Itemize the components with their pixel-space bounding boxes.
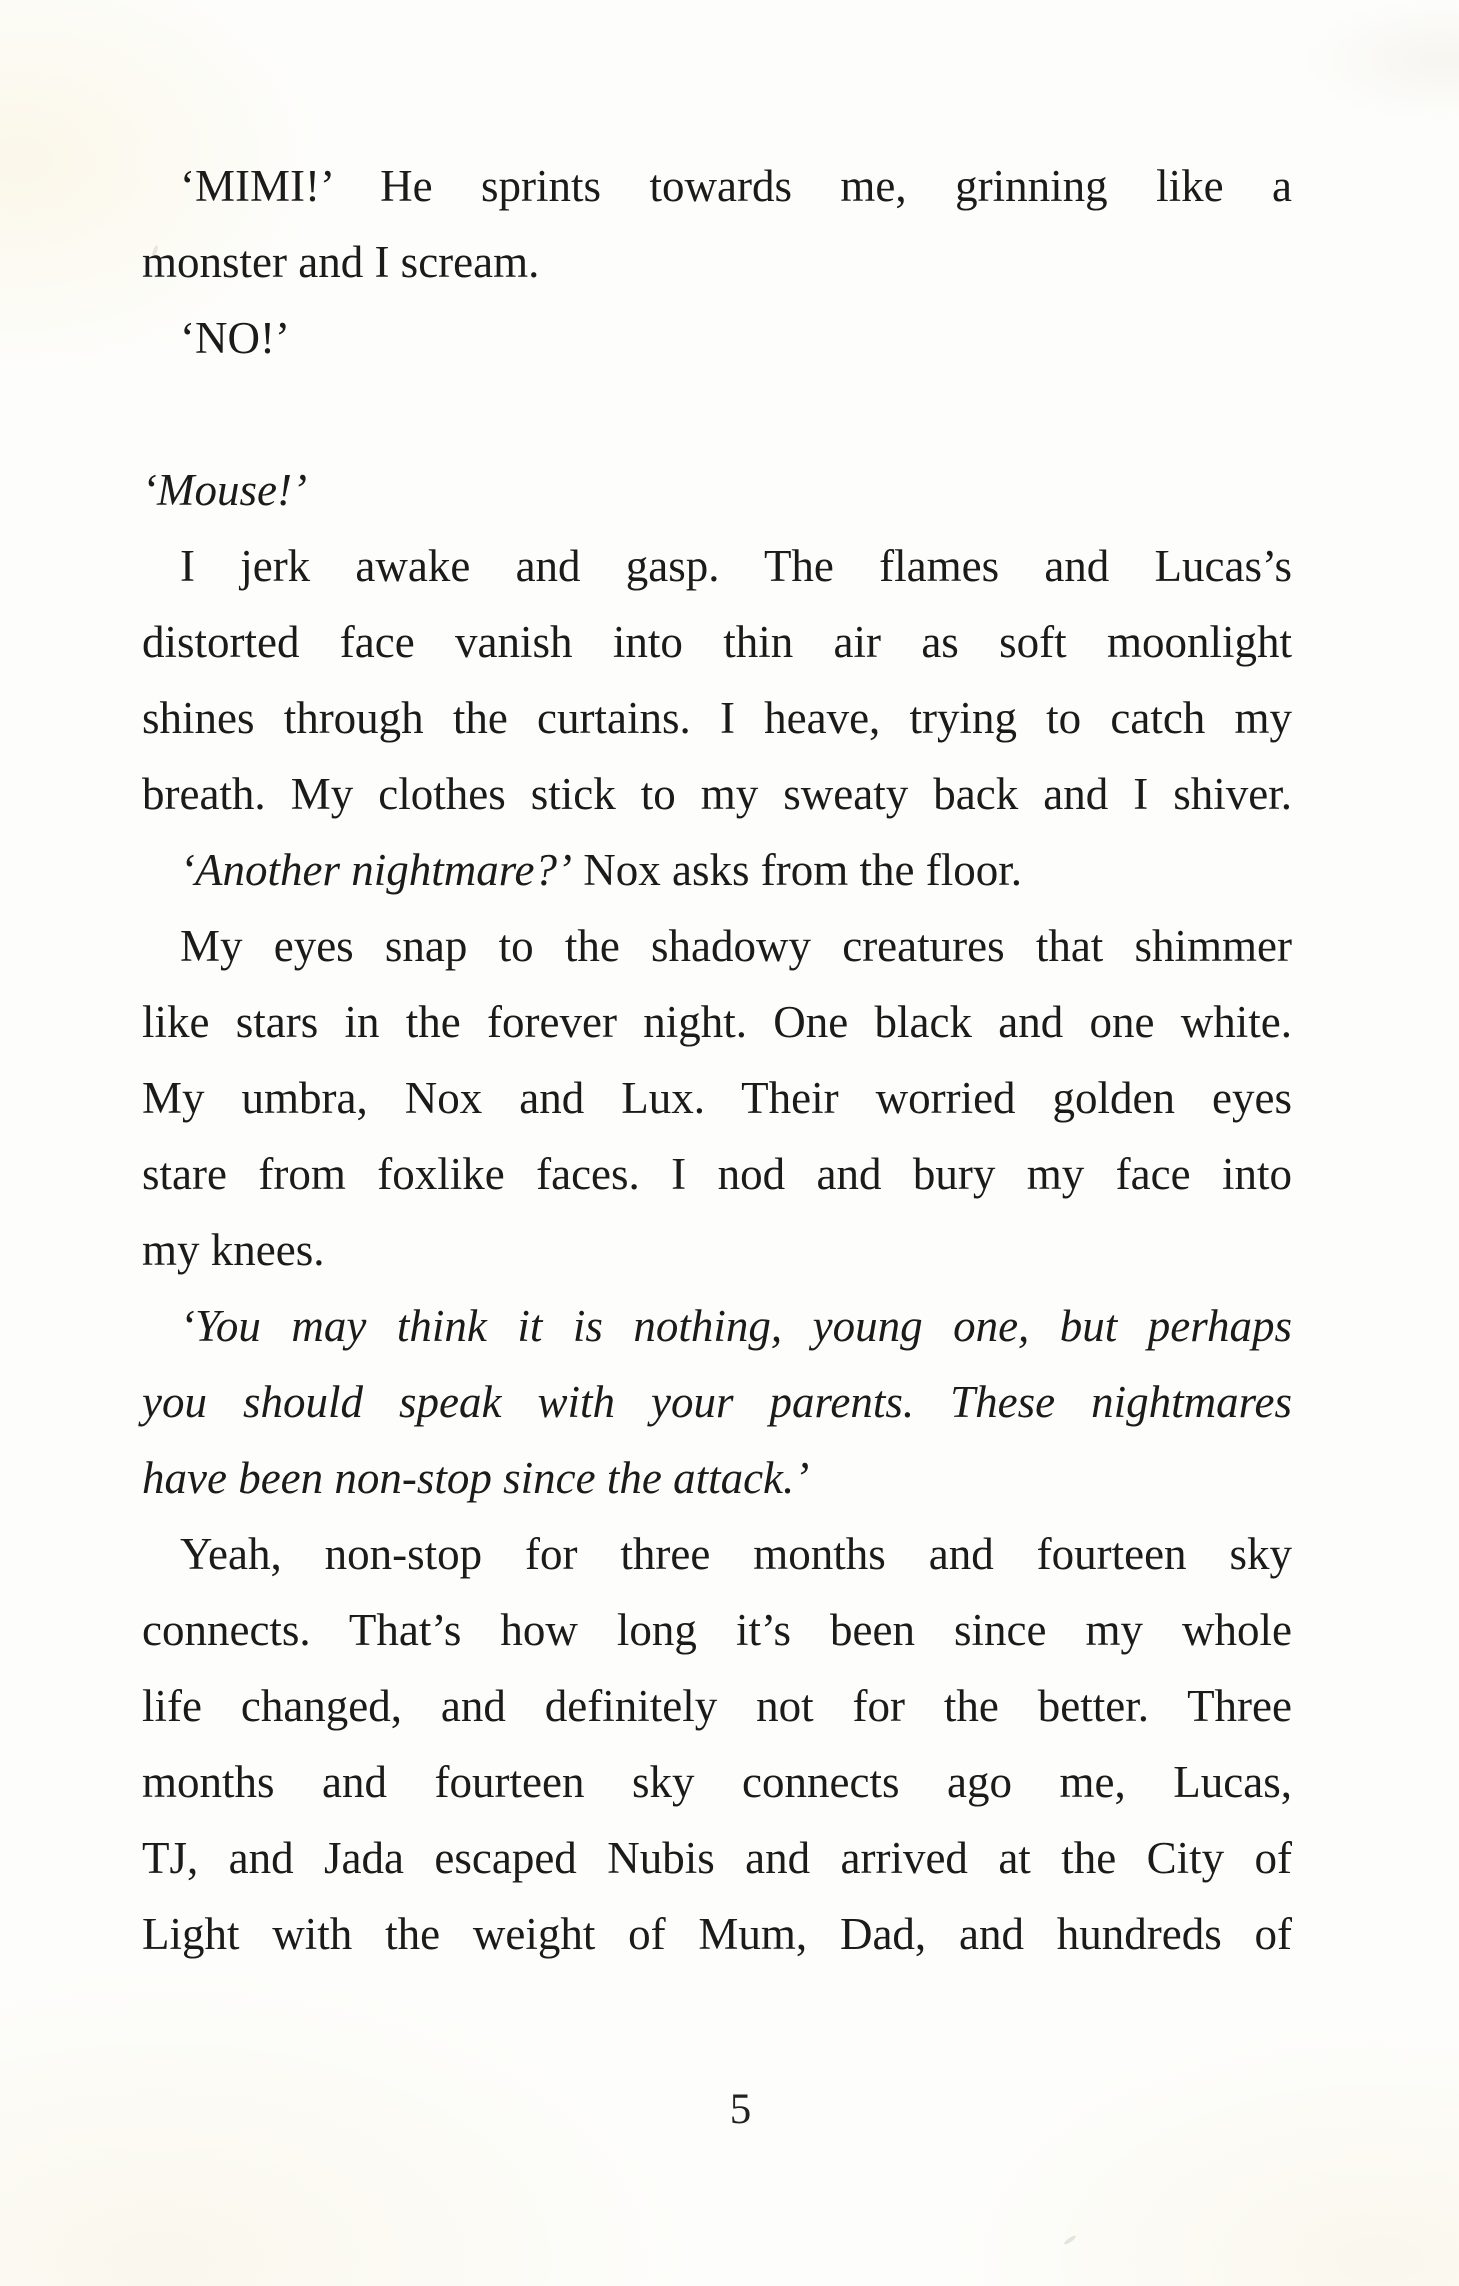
text-line (142, 756, 1292, 832)
text-line (142, 452, 1292, 528)
text-line (142, 1212, 1292, 1288)
text-line (142, 1288, 1292, 1364)
body-text-segment: Yeah, non-stop for three months and fourteen sky (180, 1529, 1292, 1579)
text-line (142, 1136, 1292, 1212)
text-line (142, 1440, 1292, 1516)
text-line (142, 1592, 1292, 1668)
text-line (142, 1364, 1292, 1440)
body-text-segment: My eyes snap to the shadowy creatures that shimmer (180, 921, 1292, 971)
body-text-segment: life changed, and definitely not for the better. Three (142, 1681, 1292, 1731)
body-text-segment: Light with the weight of Mum, Dad, and hundreds of (142, 1909, 1292, 1959)
body-text-segment: I jerk awake and gasp. The flames and Lucas’s (180, 541, 1292, 591)
text-line (142, 148, 1292, 224)
body-text-segment: TJ, and Jada escaped Nubis and arrived at the City of (142, 1833, 1292, 1883)
text-line (142, 1896, 1292, 1972)
page-text (142, 148, 1292, 1972)
text-line (142, 908, 1292, 984)
text-line (142, 1744, 1292, 1820)
text-line (142, 528, 1292, 604)
body-text-segment: distorted face vanish into thin air as soft moonlight (142, 617, 1292, 667)
text-line (142, 1516, 1292, 1592)
page-number: 5 (729, 2086, 752, 2133)
text-line (142, 832, 1292, 908)
italic-text-segment: ‘Mouse!’ (142, 465, 307, 515)
text-line (142, 984, 1292, 1060)
body-text-segment: ‘NO!’ (180, 313, 290, 363)
blank-line (142, 376, 1292, 452)
text-line (142, 1668, 1292, 1744)
italic-text-segment: ‘Another nightmare?’ (180, 845, 573, 895)
body-text-segment: Nox asks from the floor. (572, 845, 1022, 895)
text-line (142, 300, 1292, 376)
body-text-segment: ‘MIMI!’ He sprints towards me, grinning like a (180, 161, 1292, 211)
text-line (142, 224, 1292, 300)
body-text-segment: shines through the curtains. I heave, trying to catch my (142, 693, 1292, 743)
body-text-segment: breath. My clothes stick to my sweaty back and I shiver. (142, 769, 1292, 819)
text-line (142, 1060, 1292, 1136)
text-line (142, 680, 1292, 756)
italic-text-segment: have been non-stop since the attack.’ (142, 1453, 810, 1503)
scan-speck (1063, 2234, 1077, 2245)
body-text-segment: stare from foxlike faces. I nod and bury my face into (142, 1149, 1292, 1199)
text-line (142, 604, 1292, 680)
body-text-segment: monster and I scream. (142, 237, 540, 287)
body-text-segment: connects. That’s how long it’s been since my whole (142, 1605, 1292, 1655)
body-text-segment: months and fourteen sky connects ago me, Lucas, (142, 1757, 1292, 1807)
body-text-segment: My umbra, Nox and Lux. Their worried golden eyes (142, 1073, 1292, 1123)
body-text-segment: my knees. (142, 1225, 325, 1275)
italic-text-segment: ‘You may think it is nothing, young one, but perhaps (180, 1301, 1292, 1351)
text-line (142, 1820, 1292, 1896)
italic-text-segment: you should speak with your parents. These nightmares (142, 1377, 1292, 1427)
body-text-segment: like stars in the forever night. One black and one white. (142, 997, 1292, 1047)
